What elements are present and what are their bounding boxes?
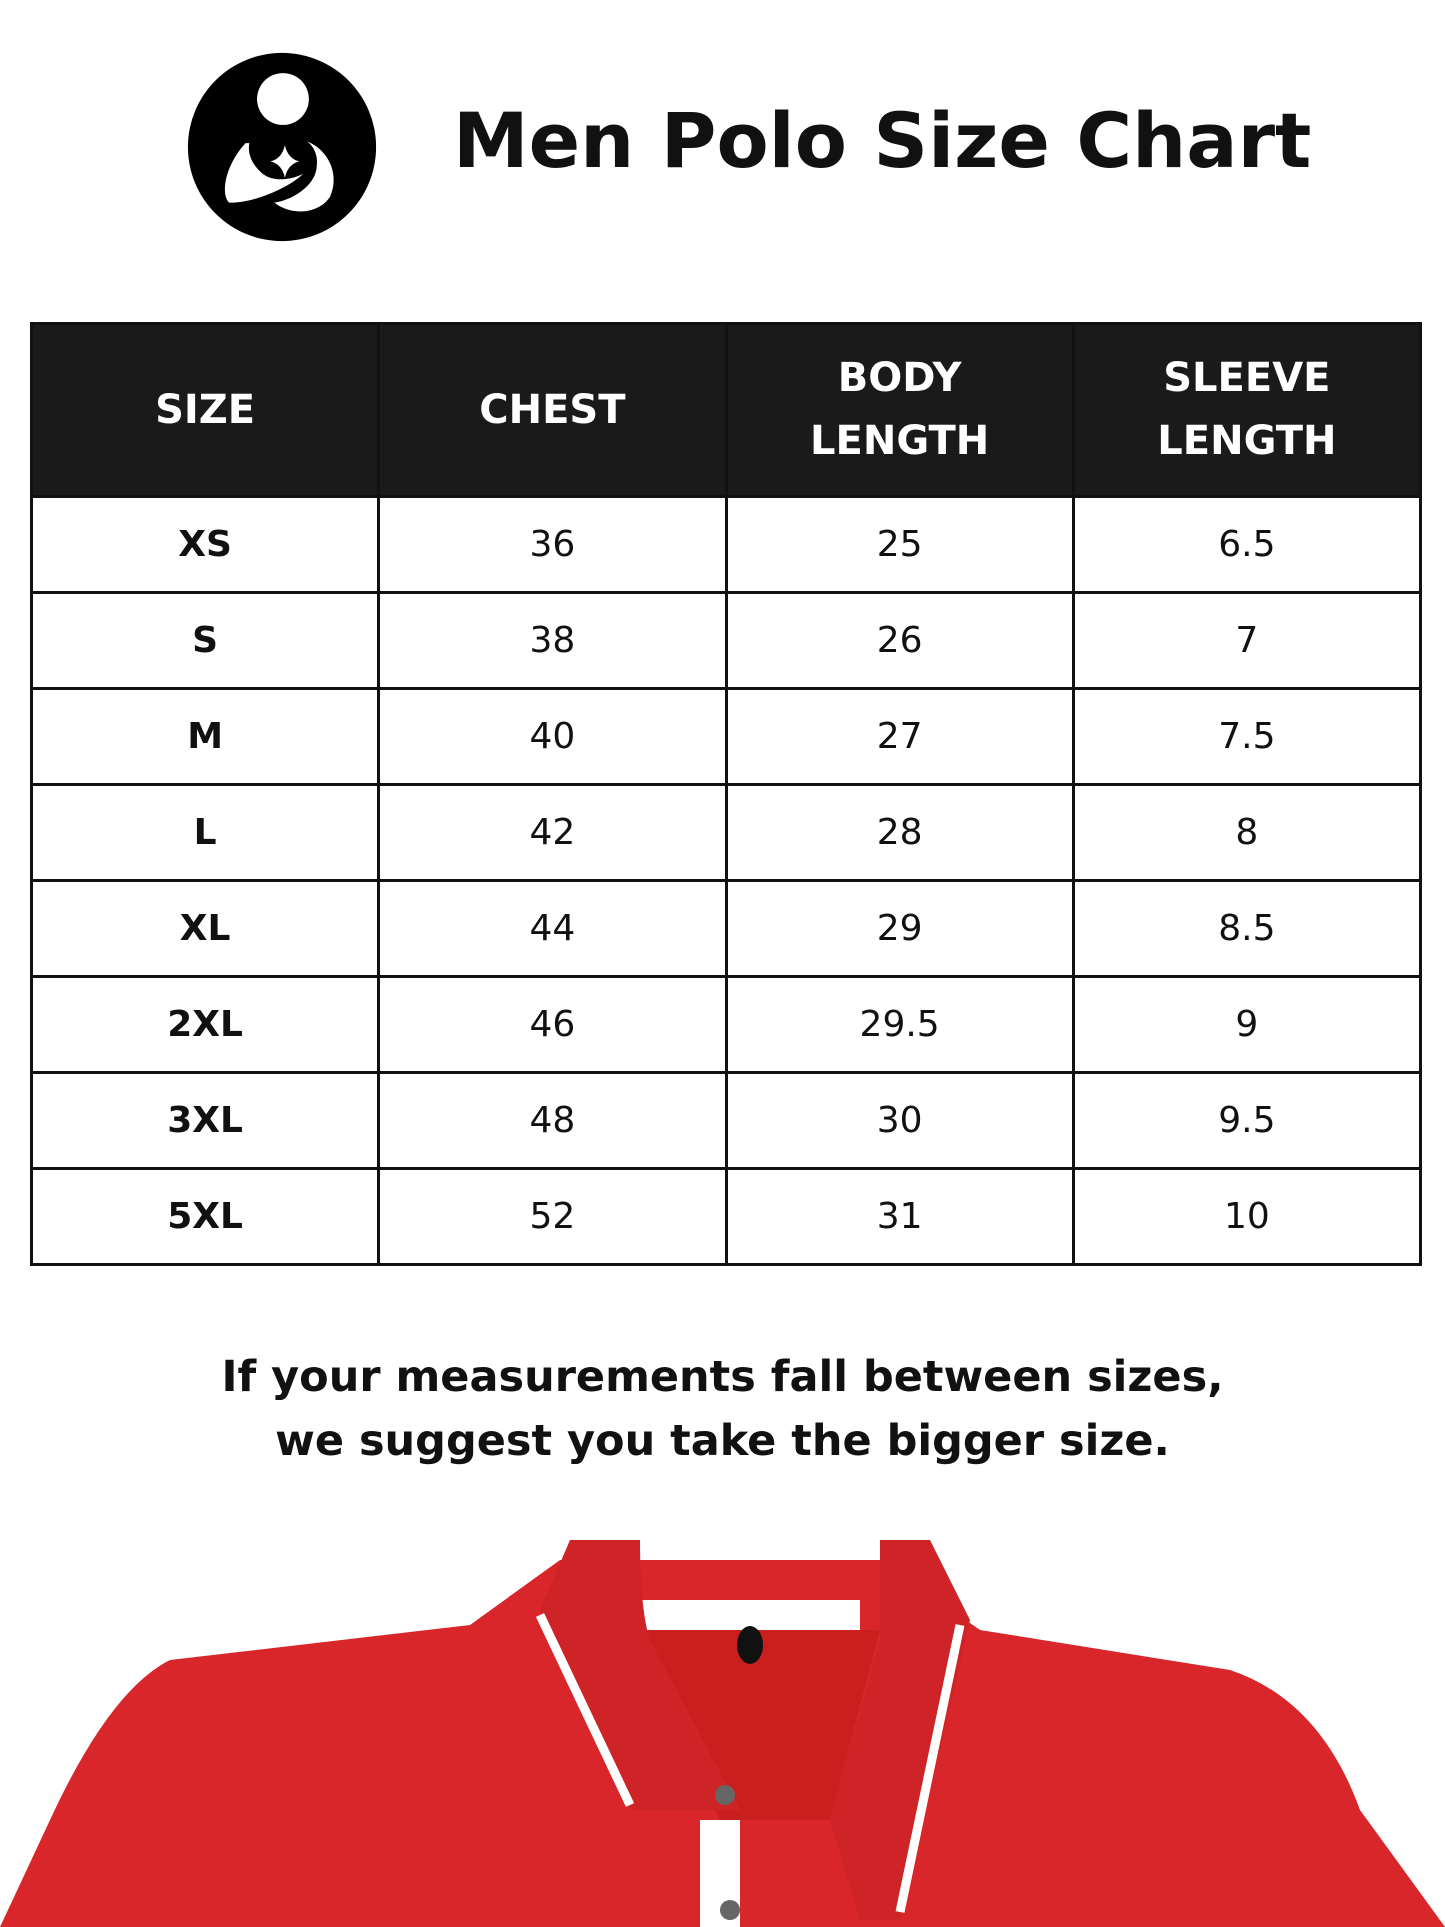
cell-chest: 40 [379,689,726,785]
cell-sleeve-length: 8 [1073,785,1420,881]
cell-body-length: 27 [726,689,1073,785]
cell-size: 3XL [32,1073,379,1169]
column-header-chest [379,324,726,497]
cell-size: M [32,689,379,785]
header-text: CHEST [479,386,626,433]
size-chart-table [30,322,1422,1266]
cell-chest: 36 [379,497,726,593]
table-row [32,977,1421,1073]
cell-chest: 44 [379,881,726,977]
cell-size: XS [32,497,379,593]
cell-chest: 52 [379,1169,726,1265]
note-line: we suggest you take the bigger size. [275,1416,1170,1466]
table-row [32,497,1421,593]
cell-chest: 42 [379,785,726,881]
header-text: LENGTH [810,418,990,464]
cell-body-length: 30 [726,1073,1073,1169]
cell-sleeve-length: 9.5 [1073,1073,1420,1169]
cell-size: L [32,785,379,881]
page-title: Men Polo Size Chart [453,96,1312,185]
cell-body-length: 29.5 [726,977,1073,1073]
cell-chest: 38 [379,593,726,689]
table-row [32,1169,1421,1265]
note-line: If your measurements fall between sizes, [221,1352,1224,1402]
table-row [32,881,1421,977]
cell-size: XL [32,881,379,977]
header-text: SIZE [155,386,256,433]
column-header-sleeve-length [1073,324,1420,497]
cell-size: 5XL [32,1169,379,1265]
table-row [32,593,1421,689]
column-header-size [32,324,379,497]
cell-body-length: 29 [726,881,1073,977]
polo-shirt-image [0,1520,1445,1927]
cell-body-length: 26 [726,593,1073,689]
cell-sleeve-length: 7.5 [1073,689,1420,785]
cell-body-length: 31 [726,1169,1073,1265]
sizing-note [0,1345,1445,1473]
cell-sleeve-length: 8.5 [1073,881,1420,977]
cell-sleeve-length: 6.5 [1073,497,1420,593]
header-text: BODY [837,355,962,401]
table-header-row [32,324,1421,497]
cell-chest: 48 [379,1073,726,1169]
header-text: LENGTH [1157,418,1337,464]
table-row [32,785,1421,881]
cell-sleeve-length: 9 [1073,977,1420,1073]
table-row [32,689,1421,785]
table-row [32,1073,1421,1169]
cell-sleeve-length: 10 [1073,1169,1420,1265]
cell-body-length: 25 [726,497,1073,593]
cell-body-length: 28 [726,785,1073,881]
cell-sleeve-length: 7 [1073,593,1420,689]
column-header-body-length [726,324,1073,497]
brand-logo-icon [186,51,378,243]
cell-chest: 46 [379,977,726,1073]
cell-size: 2XL [32,977,379,1073]
header-text: SLEEVE [1163,355,1331,401]
cell-size: S [32,593,379,689]
